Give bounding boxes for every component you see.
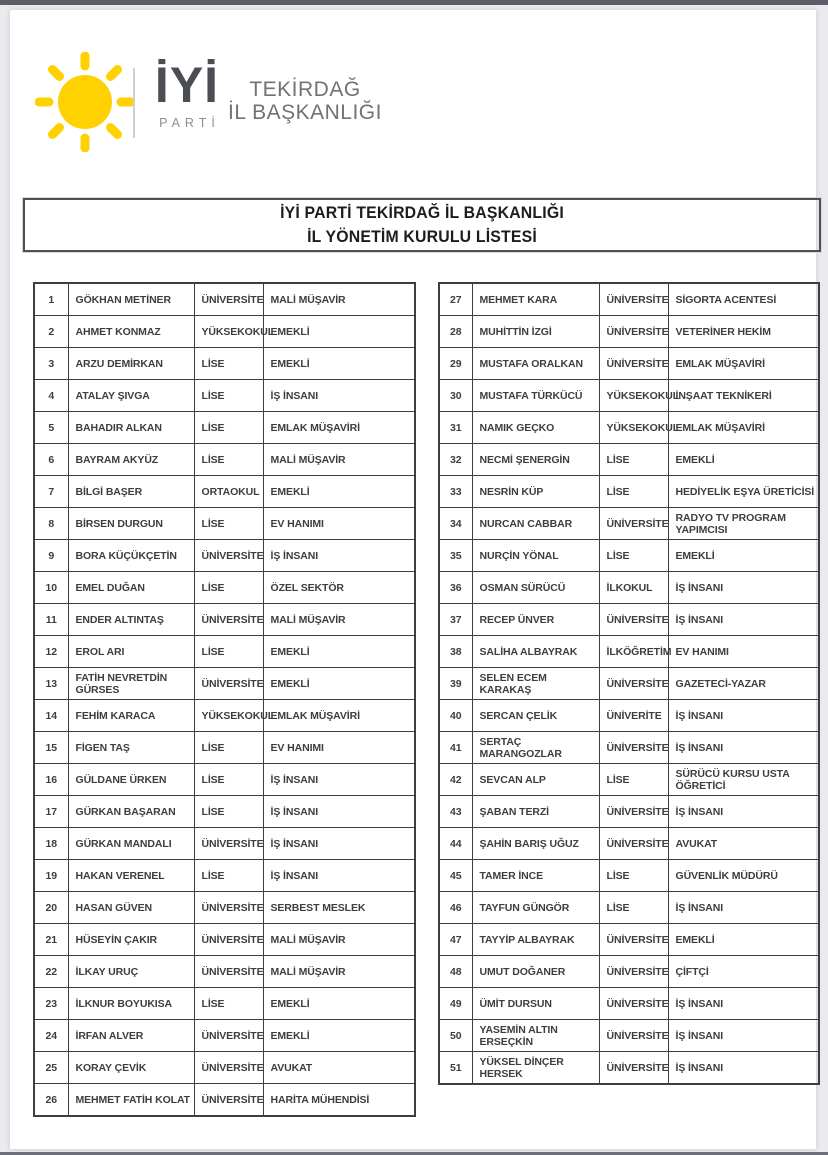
education: LİSE [194,572,263,604]
education: YÜKSEKOKUL [194,700,263,732]
table-row [34,572,415,604]
row-number: 1 [34,283,68,316]
education: ÜNİVERSİTE [599,732,668,764]
member-name: GÖKHAN METİNER [68,283,194,316]
table-row [34,892,415,924]
occupation: GAZETECİ-YAZAR [668,668,819,700]
member-name: GÜLDANE ÜRKEN [68,764,194,796]
education: LİSE [599,540,668,572]
member-name: ENDER ALTINTAŞ [68,604,194,636]
member-name: FATİH NEVRETDİN GÜRSES [68,668,194,700]
member-name: NURÇİN YÖNAL [472,540,599,572]
member-name: RECEP ÜNVER [472,604,599,636]
occupation: EV HANIMI [668,636,819,668]
education: ÜNİVERİTE [599,700,668,732]
row-number: 35 [439,540,472,572]
region-line1: TEKİRDAĞ [249,78,361,101]
table-row [439,1052,819,1085]
table-row [439,956,819,988]
row-number: 32 [439,444,472,476]
education: ÜNİVERSİTE [194,1020,263,1052]
occupation: ÖZEL SEKTÖR [263,572,415,604]
row-number: 12 [34,636,68,668]
row-number: 25 [34,1052,68,1084]
education: LİSE [599,476,668,508]
education: İLKÖĞRETİM [599,636,668,668]
row-number: 43 [439,796,472,828]
row-number: 14 [34,700,68,732]
member-name: NURCAN CABBAR [472,508,599,540]
table-row [34,860,415,892]
education: YÜKSEKOKUL [194,316,263,348]
member-name: GÜRKAN MANDALI [68,828,194,860]
row-number: 6 [34,444,68,476]
table-row [439,316,819,348]
education: ÜNİVERSİTE [194,668,263,700]
education: LİSE [194,348,263,380]
occupation: GÜVENLİK MÜDÜRÜ [668,860,819,892]
education: ÜNİVERSİTE [194,540,263,572]
occupation: İŞ İNSANI [668,700,819,732]
table-row [439,764,819,796]
occupation: MALİ MÜŞAVİR [263,444,415,476]
table-row [439,700,819,732]
member-name: TAYYİP ALBAYRAK [472,924,599,956]
member-name: BİRSEN DURGUN [68,508,194,540]
member-name: SELEN ECEM KARAKAŞ [472,668,599,700]
row-number: 30 [439,380,472,412]
member-name: MUSTAFA TÜRKÜCÜ [472,380,599,412]
row-number: 36 [439,572,472,604]
table-row [439,348,819,380]
occupation: İŞ İNSANI [263,764,415,796]
table-row [439,860,819,892]
occupation: HARİTA MÜHENDİSİ [263,1084,415,1117]
occupation: İŞ İNSANI [263,860,415,892]
member-name: TAMER İNCE [472,860,599,892]
row-number: 9 [34,540,68,572]
occupation: EMLAK MÜŞAVİRİ [263,412,415,444]
table-row [439,572,819,604]
row-number: 4 [34,380,68,412]
table-row [34,956,415,988]
member-name: HASAN GÜVEN [68,892,194,924]
member-name: HAKAN VERENEL [68,860,194,892]
table-row [439,892,819,924]
row-number: 38 [439,636,472,668]
row-number: 21 [34,924,68,956]
education: YÜKSEKOKUL [599,412,668,444]
row-number: 20 [34,892,68,924]
member-name: FEHİM KARACA [68,700,194,732]
member-name: ARZU DEMİRKAN [68,348,194,380]
row-number: 51 [439,1052,472,1085]
table-row [34,604,415,636]
occupation: AVUKAT [263,1052,415,1084]
wordmark-subtext: PARTİ [159,116,220,130]
occupation: İŞ İNSANI [263,540,415,572]
paper-sheet [10,10,816,1149]
member-name: BAHADIR ALKAN [68,412,194,444]
education: ÜNİVERSİTE [599,348,668,380]
education: LİSE [599,444,668,476]
occupation: İŞ İNSANI [668,796,819,828]
row-number: 19 [34,860,68,892]
document-title-banner [23,198,821,252]
education: İLKOKUL [599,572,668,604]
education: ÜNİVERSİTE [599,283,668,316]
member-name: NAMIK GEÇKO [472,412,599,444]
occupation: EMEKLİ [263,988,415,1020]
row-number: 2 [34,316,68,348]
row-number: 28 [439,316,472,348]
occupation: MALİ MÜŞAVİR [263,283,415,316]
row-number: 7 [34,476,68,508]
table-row [439,476,819,508]
education: LİSE [194,764,263,796]
member-name: TAYFUN GÜNGÖR [472,892,599,924]
row-number: 10 [34,572,68,604]
row-number: 47 [439,924,472,956]
member-name: YÜKSEL DİNÇER HERSEK [472,1052,599,1085]
table-row [439,636,819,668]
row-number: 11 [34,604,68,636]
education: LİSE [599,860,668,892]
table-row [439,1020,819,1052]
logo-divider [133,68,135,138]
title-line1: İYİ PARTİ TEKİRDAĞ İL BAŞKANLIĞI [280,203,564,222]
row-number: 22 [34,956,68,988]
row-number: 27 [439,283,472,316]
education: ÜNİVERSİTE [194,604,263,636]
table-row [34,283,415,316]
education: LİSE [194,380,263,412]
education: LİSE [599,892,668,924]
occupation: İNŞAAT TEKNİKERİ [668,380,819,412]
table-row [439,540,819,572]
sun-icon [35,52,135,152]
row-number: 33 [439,476,472,508]
occupation: İŞ İNSANI [668,572,819,604]
education: ÜNİVERSİTE [599,1020,668,1052]
table-row [34,412,415,444]
member-name: UMUT DOĞANER [472,956,599,988]
member-name: EMEL DUĞAN [68,572,194,604]
row-number: 18 [34,828,68,860]
member-name: SERCAN ÇELİK [472,700,599,732]
occupation: VETERİNER HEKİM [668,316,819,348]
table-row [34,828,415,860]
occupation: EMLAK MÜŞAVİRİ [263,700,415,732]
row-number: 26 [34,1084,68,1117]
occupation: İŞ İNSANI [668,1052,819,1085]
education: ÜNİVERSİTE [194,1052,263,1084]
member-name: ATALAY ŞIVGA [68,380,194,412]
occupation: EMEKLİ [263,668,415,700]
education: ÜNİVERSİTE [599,316,668,348]
member-name: ŞAHİN BARIŞ UĞUZ [472,828,599,860]
row-number: 42 [439,764,472,796]
row-number: 13 [34,668,68,700]
education: ÜNİVERSİTE [194,956,263,988]
row-number: 24 [34,1020,68,1052]
member-table-left [33,282,416,1117]
table-row [439,412,819,444]
education: LİSE [194,796,263,828]
member-name: BİLGİ BAŞER [68,476,194,508]
education: ÜNİVERSİTE [194,892,263,924]
table-row [439,444,819,476]
member-name: BORA KÜÇÜKÇETİN [68,540,194,572]
education: ÜNİVERSİTE [194,283,263,316]
table-row [439,796,819,828]
member-name: YASEMİN ALTIN ERSEÇKİN [472,1020,599,1052]
occupation: EMLAK MÜŞAVİRİ [668,412,819,444]
title-line2: İL YÖNETİM KURULU LİSTESİ [307,227,537,246]
education: ORTAOKUL [194,476,263,508]
education: LİSE [194,860,263,892]
row-number: 49 [439,988,472,1020]
table-row [34,764,415,796]
row-number: 37 [439,604,472,636]
member-name: MEHMET KARA [472,283,599,316]
table-row [34,316,415,348]
row-number: 23 [34,988,68,1020]
occupation: HEDİYELİK EŞYA ÜRETİCİSİ [668,476,819,508]
member-name: SERTAÇ MARANGOZLAR [472,732,599,764]
occupation: İŞ İNSANI [668,988,819,1020]
table-row [34,380,415,412]
table-row [439,668,819,700]
table-row [34,668,415,700]
member-name: NECMİ ŞENERGİN [472,444,599,476]
row-number: 29 [439,348,472,380]
occupation: İŞ İNSANI [668,732,819,764]
occupation: EMEKLİ [668,444,819,476]
row-number: 39 [439,668,472,700]
occupation: İŞ İNSANI [263,828,415,860]
org-region-title [215,78,395,124]
education: LİSE [194,636,263,668]
occupation: EMEKLİ [263,1020,415,1052]
table-row [34,796,415,828]
table-row [439,732,819,764]
education: ÜNİVERSİTE [599,988,668,1020]
occupation: MALİ MÜŞAVİR [263,956,415,988]
education: ÜNİVERSİTE [599,796,668,828]
row-number: 50 [439,1020,472,1052]
row-number: 41 [439,732,472,764]
table-row [34,732,415,764]
occupation: AVUKAT [668,828,819,860]
occupation: EMEKLİ [668,924,819,956]
row-number: 5 [34,412,68,444]
occupation: MALİ MÜŞAVİR [263,604,415,636]
table-row [34,1020,415,1052]
occupation: İŞ İNSANI [668,1020,819,1052]
education: YÜKSEKOKUL [599,380,668,412]
education: LİSE [599,764,668,796]
table-row [34,1084,415,1117]
member-name: SALİHA ALBAYRAK [472,636,599,668]
member-name: OSMAN SÜRÜCÜ [472,572,599,604]
member-name: ÜMİT DURSUN [472,988,599,1020]
table-row [34,348,415,380]
occupation: EMEKLİ [668,540,819,572]
occupation: SERBEST MESLEK [263,892,415,924]
occupation: RADYO TV PROGRAM YAPIMCISI [668,508,819,540]
table-row [34,540,415,572]
wordmark-text: İYİ [154,57,220,113]
member-name: BAYRAM AKYÜZ [68,444,194,476]
row-number: 44 [439,828,472,860]
member-name: İLKAY URUÇ [68,956,194,988]
member-name: HÜSEYİN ÇAKIR [68,924,194,956]
member-name: FİGEN TAŞ [68,732,194,764]
member-name: MEHMET FATİH KOLAT [68,1084,194,1117]
education: ÜNİVERSİTE [194,828,263,860]
education: ÜNİVERSİTE [599,668,668,700]
row-number: 17 [34,796,68,828]
member-name: NESRİN KÜP [472,476,599,508]
education: ÜNİVERSİTE [194,924,263,956]
table-row [34,508,415,540]
region-line2: İL BAŞKANLIĞI [228,101,382,124]
member-name: MUSTAFA ORALKAN [472,348,599,380]
education: LİSE [194,444,263,476]
education: ÜNİVERSİTE [599,924,668,956]
member-name: GÜRKAN BAŞARAN [68,796,194,828]
table-row [439,283,819,316]
member-name: SEVCAN ALP [472,764,599,796]
member-name: EROL ARI [68,636,194,668]
education: ÜNİVERSİTE [599,508,668,540]
row-number: 3 [34,348,68,380]
occupation: İŞ İNSANI [668,892,819,924]
member-name: ŞABAN TERZİ [472,796,599,828]
row-number: 45 [439,860,472,892]
occupation: EMEKLİ [263,636,415,668]
occupation: EV HANIMI [263,732,415,764]
member-name: AHMET KONMAZ [68,316,194,348]
education: LİSE [194,508,263,540]
table-row [34,700,415,732]
occupation: İŞ İNSANI [263,796,415,828]
member-name: İRFAN ALVER [68,1020,194,1052]
occupation: ÇİFTÇİ [668,956,819,988]
row-number: 31 [439,412,472,444]
occupation: EMEKLİ [263,348,415,380]
table-row [439,380,819,412]
row-number: 16 [34,764,68,796]
table-row [34,1052,415,1084]
row-number: 40 [439,700,472,732]
row-number: 8 [34,508,68,540]
member-name: KORAY ÇEVİK [68,1052,194,1084]
table-row [439,508,819,540]
occupation: İŞ İNSANI [263,380,415,412]
member-name: MUHİTTİN İZGİ [472,316,599,348]
occupation: SİGORTA ACENTESİ [668,283,819,316]
education: ÜNİVERSİTE [194,1084,263,1117]
education: LİSE [194,988,263,1020]
table-row [439,988,819,1020]
member-table-right [438,282,820,1085]
education: LİSE [194,412,263,444]
occupation: EMEKLİ [263,476,415,508]
table-row [34,924,415,956]
table-row [439,924,819,956]
education: ÜNİVERSİTE [599,1052,668,1085]
member-name: İLKNUR BOYUKISA [68,988,194,1020]
table-row [439,604,819,636]
table-row [34,988,415,1020]
occupation: MALİ MÜŞAVİR [263,924,415,956]
row-number: 15 [34,732,68,764]
table-row [439,828,819,860]
education: ÜNİVERSİTE [599,956,668,988]
row-number: 34 [439,508,472,540]
occupation: EMEKLİ [263,316,415,348]
occupation: EV HANIMI [263,508,415,540]
education: ÜNİVERSİTE [599,828,668,860]
row-number: 48 [439,956,472,988]
table-row [34,476,415,508]
occupation: EMLAK MÜŞAVİRİ [668,348,819,380]
education: ÜNİVERSİTE [599,604,668,636]
table-row [34,444,415,476]
occupation: İŞ İNSANI [668,604,819,636]
occupation: SÜRÜCÜ KURSU USTA ÖĞRETİCİ [668,764,819,796]
scan-top-edge [0,0,828,5]
education: LİSE [194,732,263,764]
table-row [34,636,415,668]
row-number: 46 [439,892,472,924]
